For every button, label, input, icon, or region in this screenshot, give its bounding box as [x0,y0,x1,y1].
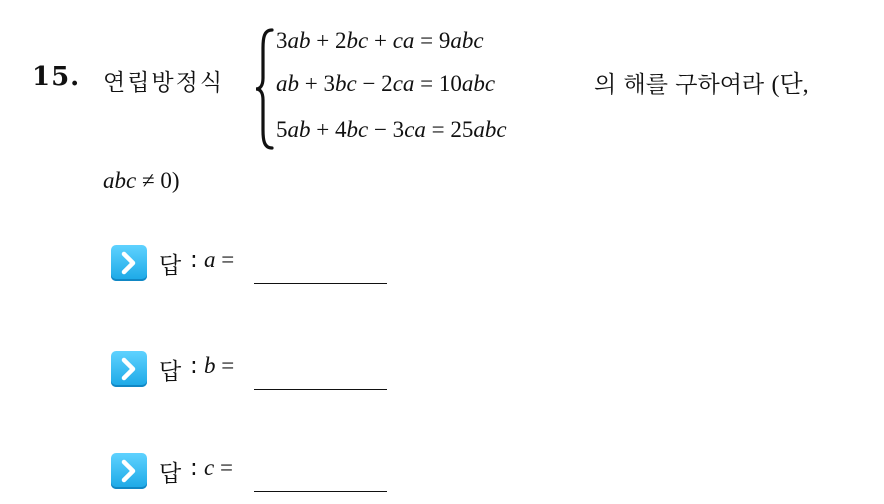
tail-korean: 의 해를 구하여라 [594,72,765,98]
chevron-right-icon [111,453,147,489]
system-brace [255,28,275,154]
equation-2: ab + 3bc − 2ca = 10abc [276,71,496,96]
answer-label: 답 [159,461,182,487]
equation-3: 5ab + 4bc − 3ca = 25abc [276,117,507,142]
equation-1: 3ab + 2bc + ca = 9abc [276,28,484,53]
problem-tail-text [594,64,809,99]
answer-label: 답 [159,253,182,279]
chevron-right-icon [111,245,147,281]
answer-label: 답 [159,359,182,385]
answer-variable: a = [204,247,235,272]
answer-blank-b[interactable] [254,389,387,390]
answer-colon: : [190,353,198,379]
answer-blank-c[interactable] [254,491,387,492]
answer-colon: : [190,247,198,273]
answer-colon: : [190,455,198,481]
answer-variable: b = [204,353,235,378]
tail-paren: (단, [771,72,809,98]
answer-variable: c = [204,455,233,480]
problem-lead-text: 연립방정식 [103,70,225,96]
answer-blank-a[interactable] [254,283,387,284]
chevron-right-icon [111,351,147,387]
problem-condition: abc ≠ 0) [103,168,180,193]
problem-number: 15. [32,62,81,92]
